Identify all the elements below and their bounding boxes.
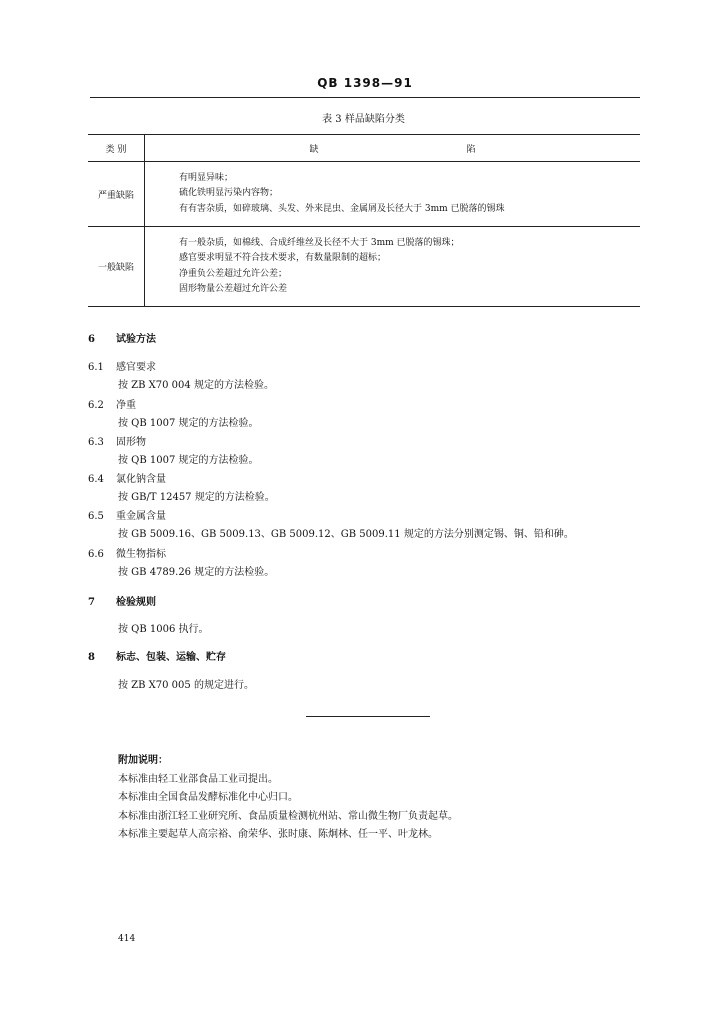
defect-item: 有有害杂质，如碎玻璃、头发、外来昆虫、金属屑及长径大于 3mm 已脱落的锡珠 xyxy=(179,203,505,214)
section-number: 6.1 xyxy=(88,362,104,373)
note-line: 本标准由浙江轻工业研究所、食品质量检测杭州站、常山微生物厂负责起草。 xyxy=(118,811,458,822)
section-heading-7 xyxy=(88,593,156,608)
section-number: 8 xyxy=(88,652,95,663)
category-cell: 严重缺陷 xyxy=(88,162,145,227)
defect-items-cell xyxy=(145,162,641,227)
section-number: 7 xyxy=(88,597,95,608)
defect-item: 有明显异味； xyxy=(179,172,234,183)
subsection-heading-6-6 xyxy=(88,545,166,560)
note-line: 本标准由轻工业部食品工业司提出。 xyxy=(118,774,278,785)
section-title: 检验规则 xyxy=(116,597,156,608)
section-text: 按 GB/T 12457 规定的方法检验。 xyxy=(118,492,275,503)
section-text: 按 ZB X70 005 的规定进行。 xyxy=(118,680,254,691)
header-rule xyxy=(90,97,640,98)
section-title: 重金属含量 xyxy=(116,511,166,522)
section-title: 氯化钠含量 xyxy=(116,474,166,485)
subsection-heading-6-1 xyxy=(88,358,156,373)
column-header-category: 类 别 xyxy=(88,135,145,162)
category-cell: 一般缺陷 xyxy=(88,227,145,307)
section-heading-8 xyxy=(88,648,226,663)
defect-item: 净重负公差超过允许公差； xyxy=(179,268,288,279)
note-line: 本标准主要起草人高宗裕、俞荣华、张时康、陈炯林、任一平、叶龙林。 xyxy=(118,829,438,840)
section-text: 按 GB 5009.16、GB 5009.13、GB 5009.12、GB 5009.11 规定的方法分别测定锡、铜、铅和砷。 xyxy=(118,529,574,540)
section-title: 感官要求 xyxy=(116,362,156,373)
column-header-defect-char-1: 缺 xyxy=(309,144,319,155)
defect-item: 有一般杂质，如棉线、合成纤维丝及长径不大于 3mm 已脱落的锡珠； xyxy=(179,237,460,248)
defect-item: 硫化铁明显污染内容物； xyxy=(179,188,279,199)
subsection-heading-6-3 xyxy=(88,433,146,448)
section-number: 6.6 xyxy=(88,549,104,560)
section-number: 6.4 xyxy=(88,474,104,485)
section-title: 净重 xyxy=(116,400,136,411)
section-number: 6 xyxy=(88,334,95,345)
section-title: 固形物 xyxy=(116,437,146,448)
column-header-defect xyxy=(145,135,641,162)
section-number: 6.5 xyxy=(88,511,104,522)
table-row-general xyxy=(88,227,640,307)
section-text: 按 QB 1007 规定的方法检验。 xyxy=(118,418,259,429)
defect-item: 感官要求明显不符合技术要求，有数量限制的超标； xyxy=(179,253,387,263)
section-text: 按 QB 1006 执行。 xyxy=(118,624,209,635)
note-line: 本标准由全国食品发酵标准化中心归口。 xyxy=(118,792,298,803)
defect-classification-table xyxy=(88,134,640,307)
section-number: 6.3 xyxy=(88,437,104,448)
section-text: 按 ZB X70 004 规定的方法检验。 xyxy=(118,380,274,391)
section-title: 微生物指标 xyxy=(116,549,166,560)
table-header-row xyxy=(88,135,640,162)
standard-number: QB 1398—91 xyxy=(317,76,413,90)
subsection-heading-6-5 xyxy=(88,507,166,522)
subsection-heading-6-4 xyxy=(88,470,166,485)
defect-item: 固形物量公差超过允许公差 xyxy=(179,284,288,294)
defect-items-cell xyxy=(145,227,641,307)
section-text: 按 QB 1007 规定的方法检验。 xyxy=(118,455,259,466)
section-heading-6 xyxy=(88,330,156,345)
section-title: 标志、包装、运输、贮存 xyxy=(116,652,226,663)
end-rule xyxy=(306,716,430,717)
section-text: 按 GB 4789.26 规定的方法检验。 xyxy=(118,567,275,578)
subsection-heading-6-2 xyxy=(88,396,136,411)
section-number: 6.2 xyxy=(88,400,104,411)
column-header-defect-char-2: 陷 xyxy=(466,144,476,155)
page-number: 414 xyxy=(118,934,136,944)
notes-heading: 附加说明： xyxy=(118,755,168,766)
table-title: 表 3 样品缺陷分类 xyxy=(322,114,405,125)
table-row-severe xyxy=(88,162,640,227)
section-title: 试验方法 xyxy=(116,334,156,345)
